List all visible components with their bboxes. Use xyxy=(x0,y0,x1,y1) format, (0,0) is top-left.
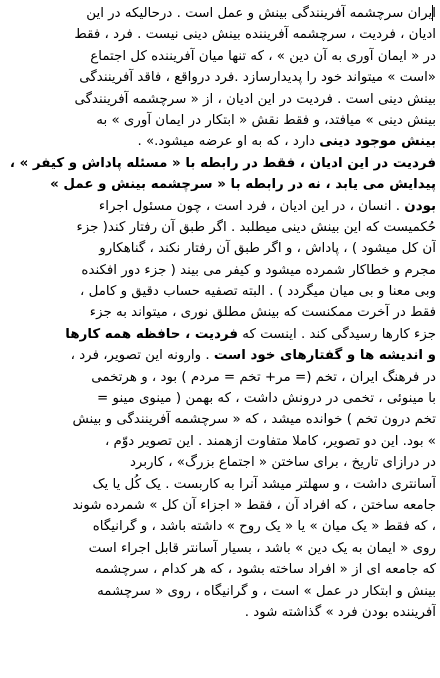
text-line xyxy=(6,24,436,45)
text-segment: بینش و ابتکار در عمل » است ، و گرانیگاه ، روی « سرچشمه xyxy=(97,583,436,599)
text-line xyxy=(6,495,436,516)
text-segment: مجرم و خطاکار شمرده میشود و کیفر می بیند ( جزء دور افکنده xyxy=(81,262,436,278)
text-segment: وبی معنا و بی میان میگردد ) . البته تصفیه حساب دقیق و کامل ، xyxy=(79,284,436,300)
text-segment: در « ایمان آوری به آن دین » ، که تنها میان آفریننده کل اجتماع xyxy=(90,48,436,64)
text-line xyxy=(6,409,436,430)
text-line xyxy=(6,260,436,281)
text-line xyxy=(6,388,436,409)
text-line xyxy=(6,110,436,131)
body-text xyxy=(6,3,436,623)
text-line xyxy=(6,238,436,259)
text-segment: ، که فقط « یک میان » یا « یک روح » داشته باشد ، و گرانیگاه xyxy=(92,519,436,535)
text-line xyxy=(6,559,436,580)
bold-text-segment: و اندیشه ها و گفتارهای خود است xyxy=(213,348,436,364)
bold-text-segment: فردیت در این ادیان ، فقط در رابطه با « مسئله پاداش و کیفر » ، xyxy=(9,155,436,171)
text-line xyxy=(6,538,436,559)
text-segment: آسانتری داشت ، و سهلتر میشد آنرا به کاربست . یک کُل یا یک xyxy=(92,476,436,492)
text-line xyxy=(6,474,436,495)
bold-text-segment: فردیت ، حافظه همه کارها xyxy=(65,326,239,342)
text-line xyxy=(6,174,436,195)
text-segment: » بود. این دو تصویر، کاملا متفاوت ازهمند . این تصویر دوّم ، xyxy=(104,433,436,449)
text-segment: . انسان ، در این ادیان ، فرد است ، چون مسئول اجراء xyxy=(98,198,405,214)
text-segment: جزء کارها رسیدگی کند . اینست که xyxy=(238,326,436,342)
text-segment: که جامعه ای از « افراد ساخته بشود ، که هر کدام ، سرچشمه xyxy=(95,562,436,578)
text-line xyxy=(6,431,436,452)
text-segment: حُکمیست که این بینش دینی میطلبد . اگر طبق آن رفتار کند( جزء xyxy=(76,219,436,235)
text-line xyxy=(6,281,436,302)
text-line xyxy=(6,153,436,174)
text-line xyxy=(6,67,436,88)
text-segment: ادیان ، فردیت ، سرچشمه آفریننده بینش دینی نیست . فرد ، فقط xyxy=(74,27,436,43)
text-segment: با مینوئی ، تخمی در درونش داشت ، که بهمن ( مینوی مینو = xyxy=(97,391,436,407)
text-segment: ایران سرچشمه آفرینندگی بینش و عمل است . درحالیکه در این xyxy=(86,6,436,21)
text-segment: بینش دینی » میافتد، و فقط نقش « ابتکار در ایمان آوری » به xyxy=(96,112,436,128)
text-segment: . وارونه این تصویر، فرد ، xyxy=(70,348,214,364)
text-segment: در فرهنگ ایران ، تخم (= مر+ تخم = مردم ) بود ، و هرتخمی xyxy=(91,369,436,385)
text-line xyxy=(6,367,436,388)
text-segment: روی « ایمان به یک دین » باشد ، بسیار آسانتر قابل اجراء است xyxy=(88,540,436,556)
text-line xyxy=(6,516,436,537)
text-segment: بینش دینی است . فردیت در این ادیان ، از « سرچشمه آفرینندگی xyxy=(74,91,436,107)
text-line xyxy=(6,602,436,623)
text-segment: «است » میتواند خود را پدیدارسازد .فرد درواقع ، فاقد آفرینندگی xyxy=(79,70,436,86)
text-segment: دارد ، که به او عرضه میشود.» . xyxy=(137,134,320,150)
text-line xyxy=(6,3,436,24)
text-segment: در درازای تاریخ ، برای ساختن « اجتماع بزرگ» ، کاربرد xyxy=(129,455,436,471)
text-segment: تخم درون تخم ) خوانده میشد ، که « سرچشمه آفرینندگی و بینش xyxy=(72,412,436,428)
bold-text-segment: بودن xyxy=(404,198,436,214)
text-segment: فقط در آخرت ممکنست که بینش مطلق نوری ، میتواند به جزء xyxy=(89,305,436,321)
text-line xyxy=(6,581,436,602)
text-segment: آن کل میشود ) ، پاداش ، و اگر طبق آن رفتار نکند ، گناهکارو xyxy=(99,241,436,257)
text-line xyxy=(6,452,436,473)
text-line xyxy=(6,324,436,345)
text-line xyxy=(6,302,436,323)
bold-text-segment: پیدایش می یابد ، نه در رابطه با « سرچشمه بینش و عمل » xyxy=(50,177,436,193)
text-segment: جامعه ساختن ، که افراد آن ، فقط « اجزاء آن کل » شمرده شوند xyxy=(72,497,436,513)
text-line xyxy=(6,196,436,217)
text-line xyxy=(6,131,436,152)
text-line xyxy=(6,217,436,238)
text-line xyxy=(6,345,436,366)
text-line xyxy=(6,46,436,67)
bold-text-segment: بینش موجود دینی xyxy=(319,134,436,150)
text-segment: آفریننده بودن فرد » گذاشته شود . xyxy=(244,604,436,620)
text-line xyxy=(6,89,436,110)
